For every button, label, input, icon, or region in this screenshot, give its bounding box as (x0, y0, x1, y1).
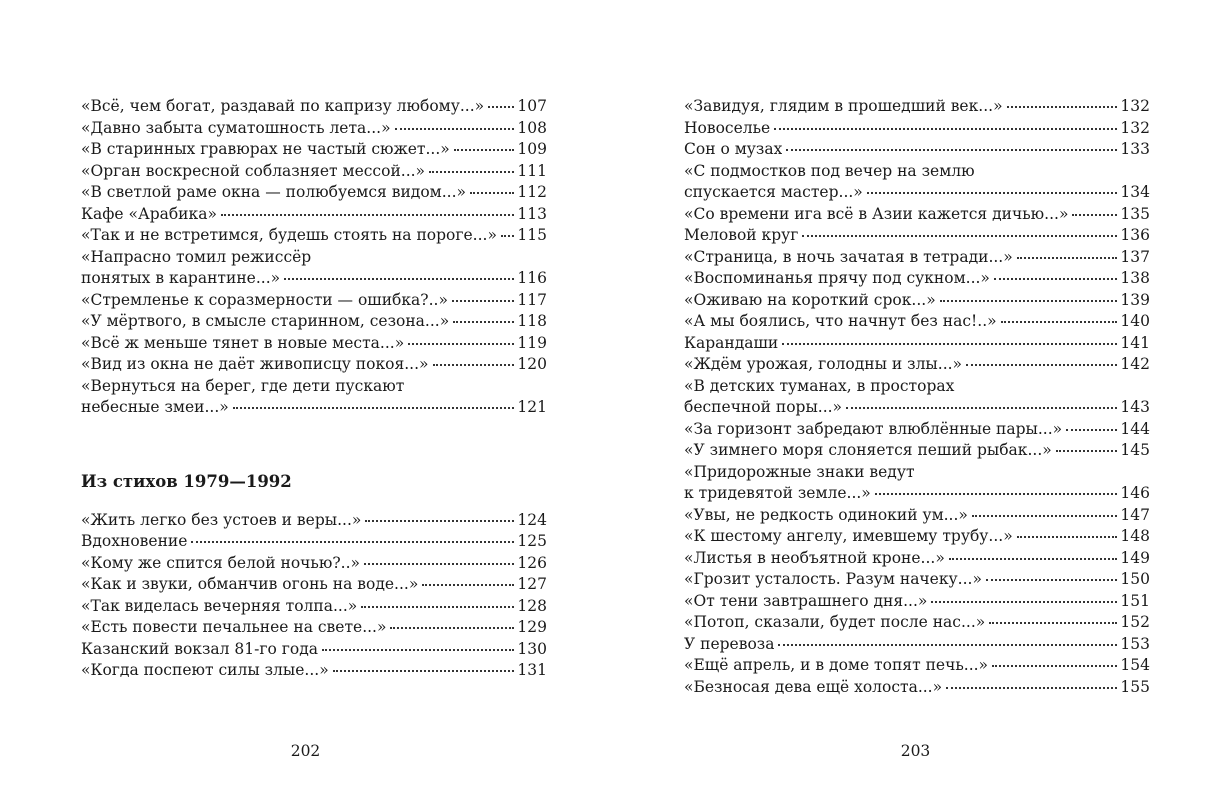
toc-entry-title: небесные змеи...» (81, 398, 229, 416)
dot-leader (867, 191, 1118, 194)
toc-entry-page: 118 (517, 312, 547, 330)
toc-entry (81, 333, 547, 355)
toc-entry-row (684, 591, 1150, 613)
dot-leader (501, 234, 514, 237)
toc-entry-title: «Грозит усталость. Разум начеку...» (684, 570, 982, 588)
toc-entry (81, 161, 547, 183)
dot-leader (322, 648, 514, 651)
page-number: 203 (900, 742, 931, 760)
toc-entry-title: Новоселье (684, 118, 771, 137)
toc-entry-page: 115 (517, 226, 547, 244)
toc-entry-row (684, 311, 1150, 333)
dot-leader (802, 234, 1117, 237)
toc-entry-title: «Оживаю на короткий срок...» (684, 290, 936, 309)
toc-entry (81, 290, 547, 312)
toc-entry-page: 137 (1120, 247, 1150, 266)
toc-entry-page: 124 (517, 510, 547, 529)
toc-entry (81, 96, 547, 118)
toc-entry-row (684, 204, 1150, 226)
page-number: 202 (290, 742, 321, 760)
toc-entry-page: 125 (517, 532, 547, 550)
toc-entry (81, 182, 547, 204)
toc-entry-page: 126 (517, 553, 547, 572)
toc-entry (684, 634, 1150, 656)
toc-entry (81, 139, 547, 161)
toc-entry (684, 247, 1150, 269)
toc-entry-page: 138 (1120, 269, 1150, 287)
dot-leader (986, 578, 1117, 581)
toc-entry-row (684, 677, 1150, 699)
toc-entry (684, 311, 1150, 333)
toc-entry-title: «Со времени ига всё в Азии кажется дичью...» (684, 204, 1069, 223)
toc-entry-title: «Так и не встретимся, будешь стоять на пороге...» (81, 226, 497, 244)
toc-entry (684, 569, 1150, 591)
toc-entry (684, 419, 1150, 441)
toc-entry (684, 225, 1150, 247)
toc-entry-page: 131 (517, 661, 547, 679)
toc-entry-row (684, 505, 1150, 527)
toc-entry-page: 127 (517, 575, 547, 593)
dot-leader (782, 342, 1117, 345)
dot-leader (994, 277, 1117, 280)
toc-entry-row (81, 596, 547, 618)
dot-leader (390, 626, 514, 629)
toc-entry-page: 116 (517, 269, 547, 287)
toc-entry (684, 290, 1150, 312)
toc-entry-row (81, 96, 547, 118)
toc-entry-row (684, 139, 1150, 161)
toc-entry (81, 204, 547, 226)
toc-entry (81, 574, 547, 596)
toc-entry-title: «У мёртвого, в смысле старинном, сезона...» (81, 312, 450, 330)
dot-leader (408, 342, 514, 345)
toc-entry-title: «Кому же спится белой ночью?..» (81, 553, 361, 572)
toc-entry-page: 154 (1120, 656, 1150, 674)
toc-entry (81, 118, 547, 140)
toc-entry-page: 135 (1120, 204, 1150, 223)
toc-entry-row (81, 531, 547, 553)
toc-entry-row (81, 161, 547, 183)
toc-entry-page: 112 (517, 183, 547, 201)
toc-entry-page: 143 (1120, 398, 1150, 416)
toc-entry-title: «В светлой раме окна — полюбуемся видом...» (81, 183, 466, 201)
toc-entry-row (81, 118, 547, 140)
toc-entry-title: «В старинных гравюрах не частый сюжет...» (81, 140, 450, 158)
dot-leader (395, 127, 515, 130)
toc-entry-title: «Увы, не редкость одинокий ум...» (684, 505, 968, 524)
toc-entry (81, 596, 547, 618)
toc-entry (81, 354, 547, 376)
toc-entry-title: «За горизонт забредают влюблённые пары...» (684, 419, 1063, 438)
dot-leader (778, 643, 1117, 646)
toc-entry-page: 113 (517, 204, 547, 223)
toc-entry (81, 225, 547, 247)
toc-entry-page: 107 (517, 97, 547, 115)
toc-entry (684, 505, 1150, 527)
toc-entry-row (684, 569, 1150, 591)
dot-leader (940, 299, 1118, 302)
toc-entry-title: «У зимнего моря слоняется пеший рыбак...» (684, 441, 1052, 459)
toc-entry-row (684, 333, 1150, 355)
toc-entry-title-line: «Придорожные знаки ведут (684, 462, 915, 481)
dot-leader (774, 127, 1117, 130)
dot-leader (972, 514, 1118, 517)
toc-entry-page: 133 (1120, 140, 1150, 158)
toc-entry (81, 376, 547, 419)
toc-entry (684, 96, 1150, 118)
toc-entry-title: Сон о музах (684, 140, 783, 158)
toc-entry-title: понятых в карантине...» (81, 269, 281, 287)
dot-leader (470, 191, 514, 194)
toc-entry-title: «Ещё апрель, и в доме топят печь...» (684, 656, 989, 674)
toc-entry-row (81, 225, 547, 247)
toc-entry-row (684, 634, 1150, 656)
toc-entry-title: к тридевятой земле...» (684, 484, 871, 502)
toc-entry-title: «Потоп, сказали, будет после нас...» (684, 613, 986, 631)
dot-leader (364, 562, 514, 565)
toc-entry-title: «Листья в необъятной кроне...» (684, 548, 945, 567)
toc-entry-title: «Давно забыта суматошность лета...» (81, 118, 391, 137)
toc-entry (684, 268, 1150, 290)
toc-entry-title: Казанский вокзал 81-го года (81, 639, 319, 658)
toc-entry-page: 142 (1120, 355, 1150, 373)
toc-entry-row (81, 639, 547, 661)
toc-entry-title: «Стремленье к соразмерности — ошибка?..» (81, 290, 448, 309)
dot-leader (1056, 449, 1118, 452)
dot-leader (989, 621, 1117, 624)
toc-entry-title: Вдохновение (81, 532, 188, 550)
toc-entry-title: «От тени завтрашнего дня...» (684, 591, 928, 610)
toc-entry (81, 510, 547, 532)
toc-entry-page: 145 (1120, 441, 1150, 459)
toc-entry-title: «Вид из окна не даёт живописцу покоя...» (81, 355, 429, 373)
toc-entry-row (684, 268, 1150, 290)
toc-entry-row (81, 617, 547, 639)
toc-entry-page: 136 (1120, 226, 1150, 244)
toc-entry-row (684, 290, 1150, 312)
toc-entry-title: У перевоза (684, 634, 775, 653)
toc-entry (684, 118, 1150, 140)
dot-leader (1017, 535, 1118, 538)
toc-entry (81, 660, 547, 682)
toc-entry-page: 139 (1120, 290, 1150, 309)
toc-entry-title: «Ждём урожая, голодны и злы...» (684, 355, 963, 373)
dot-leader (1017, 256, 1118, 259)
toc-entry-title: «Жить легко без устоев и веры...» (81, 510, 362, 529)
toc-entry-row (684, 419, 1150, 441)
toc-entry (684, 333, 1150, 355)
toc-entry (81, 311, 547, 333)
toc-entry-title: «Страница, в ночь зачатая в тетради...» (684, 247, 1013, 266)
toc-entry-page: 146 (1120, 484, 1150, 502)
toc-entry-title-line: «Вернуться на берег, где дети пускают (81, 376, 405, 395)
toc-entry-title-line: «С подмостков под вечер на землю (684, 161, 975, 180)
toc-entry (684, 462, 1150, 505)
toc-entry-page: 132 (1120, 97, 1150, 115)
dot-leader (453, 320, 514, 323)
toc-entry-row (81, 139, 547, 161)
toc-entry-row (684, 440, 1150, 462)
toc-entry-page: 128 (517, 596, 547, 615)
toc-entry-page: 117 (517, 290, 547, 309)
toc-entry (684, 376, 1150, 419)
toc-entry-title: «Когда поспеют силы злые...» (81, 661, 329, 679)
dot-leader (454, 148, 515, 151)
toc-entry (81, 531, 547, 553)
toc-entry-row (81, 510, 547, 532)
toc-entry (81, 247, 547, 290)
toc-entry-page: 134 (1120, 183, 1150, 201)
toc-entry-page: 152 (1120, 613, 1150, 631)
toc-entry-title-line: «В детских туманах, в просторах (684, 376, 955, 395)
toc-entry (81, 639, 547, 661)
toc-entry-row (81, 268, 547, 290)
toc-entry (684, 354, 1150, 376)
dot-leader (946, 686, 1117, 689)
toc-entry-page: 109 (517, 140, 547, 158)
toc-entry-page: 132 (1120, 118, 1150, 137)
dot-leader (361, 605, 514, 608)
toc-entry-page: 150 (1120, 570, 1150, 588)
dot-leader (191, 540, 514, 543)
section-title: Из стихов 1979—1992 (81, 471, 292, 491)
toc-entry-page: 148 (1120, 527, 1150, 545)
toc-list (81, 510, 547, 682)
toc-entry-title: «А мы боялись, что начнут без нас!..» (684, 312, 997, 330)
toc-column (81, 96, 547, 682)
dot-leader (1007, 105, 1118, 108)
toc-entry-row (684, 96, 1150, 118)
toc-entry-page: 153 (1120, 634, 1150, 653)
toc-entry (684, 526, 1150, 548)
toc-entry (684, 204, 1150, 226)
toc-entry-row (81, 182, 547, 204)
toc-entry-page: 111 (517, 161, 547, 180)
dot-leader (284, 277, 514, 280)
dot-leader (1066, 428, 1117, 431)
dot-leader (422, 583, 514, 586)
toc-entry (684, 139, 1150, 161)
toc-column (684, 96, 1150, 698)
toc-list (684, 96, 1150, 698)
toc-entry (81, 617, 547, 639)
dot-leader (786, 148, 1117, 151)
toc-entry-row (684, 526, 1150, 548)
toc-entry-row (81, 354, 547, 376)
toc-entry-title: спускается мастер...» (684, 183, 863, 201)
toc-entry-title: Карандаши (684, 333, 779, 352)
toc-list (81, 96, 547, 419)
toc-entry-row (81, 574, 547, 596)
toc-entry-title: Меловой круг (684, 226, 799, 244)
toc-entry (81, 553, 547, 575)
toc-entry-page: 119 (517, 333, 547, 352)
dot-leader (221, 213, 514, 216)
dot-leader (233, 406, 515, 409)
toc-entry (684, 655, 1150, 677)
toc-entry-page: 108 (517, 118, 547, 137)
toc-entry (684, 440, 1150, 462)
toc-entry-row (81, 333, 547, 355)
toc-entry-title: «Безносая дева ещё холоста...» (684, 677, 943, 696)
toc-entry-page: 121 (517, 398, 547, 416)
toc-entry-row (684, 247, 1150, 269)
toc-entry-title: «Орган воскресной соблазняет мессой...» (81, 161, 426, 180)
toc-entry-title: беспечной поры...» (684, 398, 843, 416)
toc-entry-page: 130 (517, 639, 547, 658)
toc-entry-row (684, 354, 1150, 376)
dot-leader (429, 170, 514, 173)
dot-leader (452, 299, 514, 302)
dot-leader (931, 600, 1117, 603)
toc-entry (684, 548, 1150, 570)
toc-entry-page: 140 (1120, 312, 1150, 330)
toc-entry-page: 151 (1120, 591, 1150, 610)
toc-entry-row (684, 655, 1150, 677)
toc-entry-title: «Есть повести печальнее на свете...» (81, 618, 387, 636)
dot-leader (365, 519, 514, 522)
dot-leader (333, 669, 515, 672)
toc-entry-page: 129 (517, 618, 547, 636)
toc-entry (684, 612, 1150, 634)
toc-entry-title: «Завидуя, глядим в прошедший век...» (684, 97, 1003, 115)
toc-entry-row (684, 548, 1150, 570)
toc-entry-page: 120 (517, 355, 547, 373)
toc-entry-page: 144 (1120, 419, 1150, 438)
dot-leader (846, 406, 1117, 409)
toc-entry-row (81, 290, 547, 312)
toc-entry-row (81, 553, 547, 575)
dot-leader (966, 363, 1117, 366)
right-page (615, 0, 1230, 800)
toc-entry-row (81, 204, 547, 226)
toc-entry-title: «К шестому ангелу, имевшему трубу...» (684, 527, 1013, 545)
toc-entry-row (684, 225, 1150, 247)
dot-leader (1001, 320, 1118, 323)
toc-entry-row (684, 612, 1150, 634)
toc-entry-row (684, 118, 1150, 140)
toc-entry-row (684, 483, 1150, 505)
toc-entry (684, 161, 1150, 204)
toc-entry-page: 141 (1120, 333, 1150, 352)
toc-entry-row (81, 311, 547, 333)
toc-entry-page: 149 (1120, 548, 1150, 567)
toc-entry-page: 147 (1120, 505, 1150, 524)
toc-entry (684, 677, 1150, 699)
toc-entry-row (684, 182, 1150, 204)
toc-entry-title: «Всё ж меньше тянет в новые места...» (81, 333, 405, 352)
dot-leader (992, 664, 1117, 667)
toc-entry-page: 155 (1120, 677, 1150, 696)
dot-leader (1072, 213, 1117, 216)
toc-entry-title: «Воспоминанья прячу под сукном...» (684, 269, 990, 287)
toc-entry-title: «Всё, чем богат, раздавай по капризу любому...» (81, 97, 485, 115)
toc-entry-title: Кафе «Арабика» (81, 204, 217, 223)
toc-entry-row (81, 660, 547, 682)
toc-entry-title-line: «Напрасно томил режиссёр (81, 247, 312, 266)
dot-leader (488, 105, 514, 108)
toc-entry-row (684, 397, 1150, 419)
toc-entry (684, 591, 1150, 613)
dot-leader (875, 492, 1118, 495)
toc-entry-title: «Так виделась вечерняя толпа...» (81, 596, 358, 615)
toc-entry-title: «Как и звуки, обманчив огонь на воде...» (81, 575, 419, 593)
dot-leader (949, 557, 1118, 560)
dot-leader (433, 363, 515, 366)
toc-entry-row (81, 397, 547, 419)
